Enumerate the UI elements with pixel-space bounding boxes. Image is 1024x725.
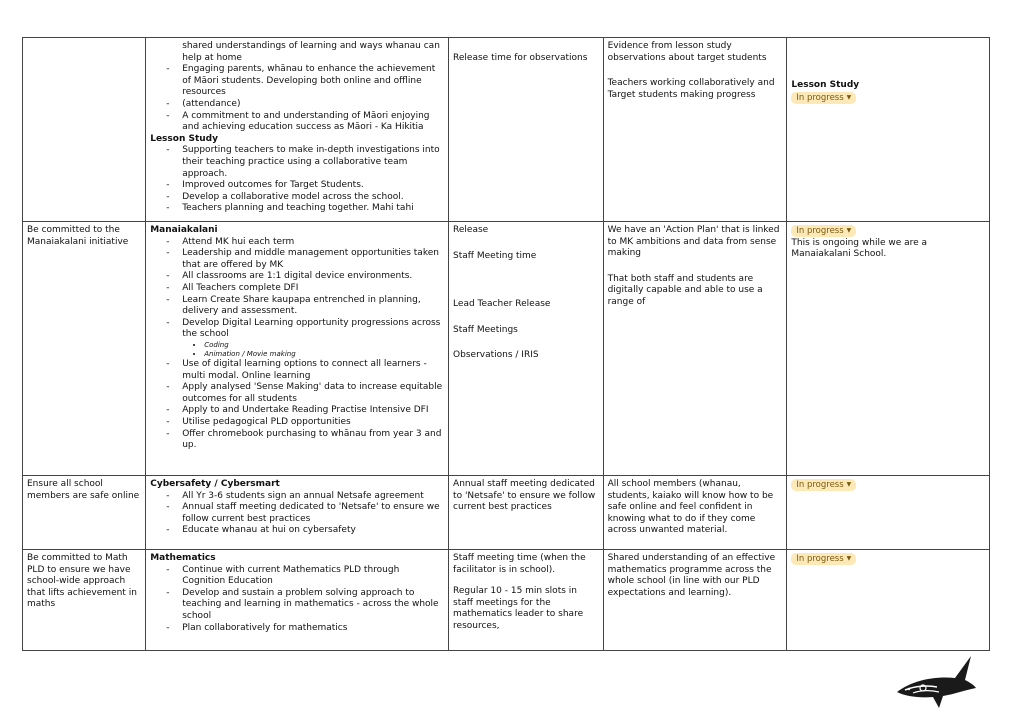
evidence-cell xyxy=(603,38,787,222)
strategic-plan-table xyxy=(22,37,990,651)
list-item: - Engaging parents, whānau to enhance the achievement of Māori students. Developing both online and offline resources xyxy=(182,64,444,99)
sub-list-item: • Coding xyxy=(204,341,444,350)
evidence-text: We have an 'Action Plan' that is linked to MK ambitions and data from sense making xyxy=(607,225,780,259)
table-row xyxy=(23,38,990,222)
list-item: - All Yr 3-6 students sign an annual Netsafe agreement xyxy=(182,491,444,503)
status-cell xyxy=(787,476,990,550)
caret-down-icon: ▼ xyxy=(846,555,852,562)
table-row xyxy=(23,476,990,550)
list-item: - Plan collaboratively for mathematics xyxy=(182,623,444,635)
list-item: - Attend MK hui each term xyxy=(182,237,444,249)
table-row xyxy=(23,550,990,651)
status-cell xyxy=(787,550,990,651)
goal-cell xyxy=(23,38,146,222)
resources-cell xyxy=(449,38,604,222)
list-item: - Educate whanau at hui on cybersafety xyxy=(182,525,444,537)
goal-cell: Ensure all school members are safe online xyxy=(23,476,146,550)
status-chip-label: In progress xyxy=(796,554,844,564)
status-note: This is ongoing while we are a Manaiakalani School. xyxy=(791,237,928,260)
list-item: - Annual staff meeting dedicated to 'Netsafe' to ensure we follow current best practices xyxy=(182,502,444,525)
list-item: - Leadership and middle management opportunities taken that are offered by MK xyxy=(182,248,444,271)
status-chip-label: In progress xyxy=(796,226,844,236)
resources-cell xyxy=(449,222,604,476)
resource-text: Release xyxy=(453,225,489,235)
plan-heading: Cybersafety / Cybersmart xyxy=(150,479,280,489)
plan-list xyxy=(150,359,444,452)
caret-down-icon: ▼ xyxy=(846,227,852,234)
status-chip[interactable] xyxy=(791,225,856,237)
resource-text: Release time for observations xyxy=(453,53,588,63)
evidence-text: That both staff and students are digitally capable and able to use a range of xyxy=(607,273,763,307)
plan-cell xyxy=(146,476,449,550)
resource-text: Staff meeting time (when the facilitator is in school). xyxy=(453,553,586,575)
table-row xyxy=(23,222,990,476)
status-heading: Lesson Study xyxy=(791,80,860,90)
evidence-text: Evidence from lesson study observations about target students xyxy=(607,41,767,63)
resource-text: Regular 10 - 15 min slots in staff meetings for the mathematics leader to share resources, xyxy=(453,586,584,631)
shark-logo-icon xyxy=(895,652,977,710)
status-chip[interactable] xyxy=(791,553,856,565)
status-cell xyxy=(787,38,990,222)
list-item: - Apply to and Undertake Reading Practise Intensive DFI xyxy=(182,405,444,417)
list-item: - Develop and sustain a problem solving approach to teaching and learning in mathematics - across the whole school xyxy=(182,588,444,623)
status-cell xyxy=(787,222,990,476)
list-item: - Develop Digital Learning opportunity progressions across the school xyxy=(182,318,444,341)
list-item: - Utilise pedagogical PLD opportunities xyxy=(182,417,444,429)
sub-list-item: • Animation / Movie making xyxy=(204,350,444,359)
plan-cell xyxy=(146,222,449,476)
resource-text: Lead Teacher Release xyxy=(453,299,551,310)
list-item: - All Teachers complete DFI xyxy=(182,283,444,295)
evidence-cell: All school members (whanau, students, kaiako will know how to be safe online and feel confident in knowing what to do if they come across unwanted material. xyxy=(603,476,787,550)
plan-list xyxy=(150,565,444,635)
evidence-cell: Shared understanding of an effective mathematics programme across the whole school (in line with our PLD expectations and learning). xyxy=(603,550,787,651)
evidence-text: Teachers working collaboratively and Target students making progress xyxy=(607,78,775,100)
resource-text: Staff Meetings xyxy=(453,324,518,335)
caret-down-icon: ▼ xyxy=(846,93,852,101)
evidence-cell xyxy=(603,222,787,476)
list-item: - Learn Create Share kaupapa entrenched in planning, delivery and assessment. xyxy=(182,295,444,318)
plan-intro: shared understandings of learning and ways whanau can help at home xyxy=(182,41,440,63)
list-item: - (attendance) xyxy=(182,99,444,111)
status-chip[interactable] xyxy=(791,479,856,491)
list-item: - All classrooms are 1:1 digital device environments. xyxy=(182,271,444,283)
plan-heading: Manaiakalani xyxy=(150,225,218,235)
list-item: - Supporting teachers to make in-depth investigations into their teaching practice using a collaborative team approach. xyxy=(182,145,444,180)
plan-heading: Mathematics xyxy=(150,553,216,563)
plan-cell xyxy=(146,38,449,222)
plan-cell xyxy=(146,550,449,651)
status-chip-label: In progress xyxy=(796,92,844,103)
plan-list xyxy=(150,237,444,341)
list-item: - Offer chromebook purchasing to whānau from year 3 and up. xyxy=(182,429,444,452)
plan-list xyxy=(150,491,444,537)
plan-heading: Lesson Study xyxy=(150,133,218,144)
resource-text: Observations / IRIS xyxy=(453,350,539,361)
resources-cell: Annual staff meeting dedicated to 'Netsafe' to ensure we follow current best practices xyxy=(449,476,604,550)
resources-cell xyxy=(449,550,604,651)
goal-cell: Be committed to Math PLD to ensure we have school-wide approach that lifts achievement in maths xyxy=(23,550,146,651)
list-item: - Teachers planning and teaching together. Mahi tahi xyxy=(182,203,444,215)
plan-list xyxy=(150,64,444,134)
plan-list xyxy=(150,145,444,215)
list-item: - Improved outcomes for Target Students. xyxy=(182,180,444,192)
plan-sublist xyxy=(150,341,444,359)
list-item: - Continue with current Mathematics PLD through Cognition Education xyxy=(182,565,444,588)
list-item: - Develop a collaborative model across the school. xyxy=(182,192,444,204)
caret-down-icon: ▼ xyxy=(846,481,852,488)
resource-text: Staff Meeting time xyxy=(453,250,537,261)
status-chip[interactable] xyxy=(791,92,856,104)
status-chip-label: In progress xyxy=(796,480,844,490)
list-item: - Use of digital learning options to connect all learners - multi modal. Online learning xyxy=(182,359,444,382)
list-item: - Apply analysed 'Sense Making' data to increase equitable outcomes for all students xyxy=(182,382,444,405)
goal-cell: Be committed to the Manaiakalani initiative xyxy=(23,222,146,476)
list-item: - A commitment to and understanding of Māori enjoying and achieving education success as Māori - Ka Hikitia xyxy=(182,111,444,134)
